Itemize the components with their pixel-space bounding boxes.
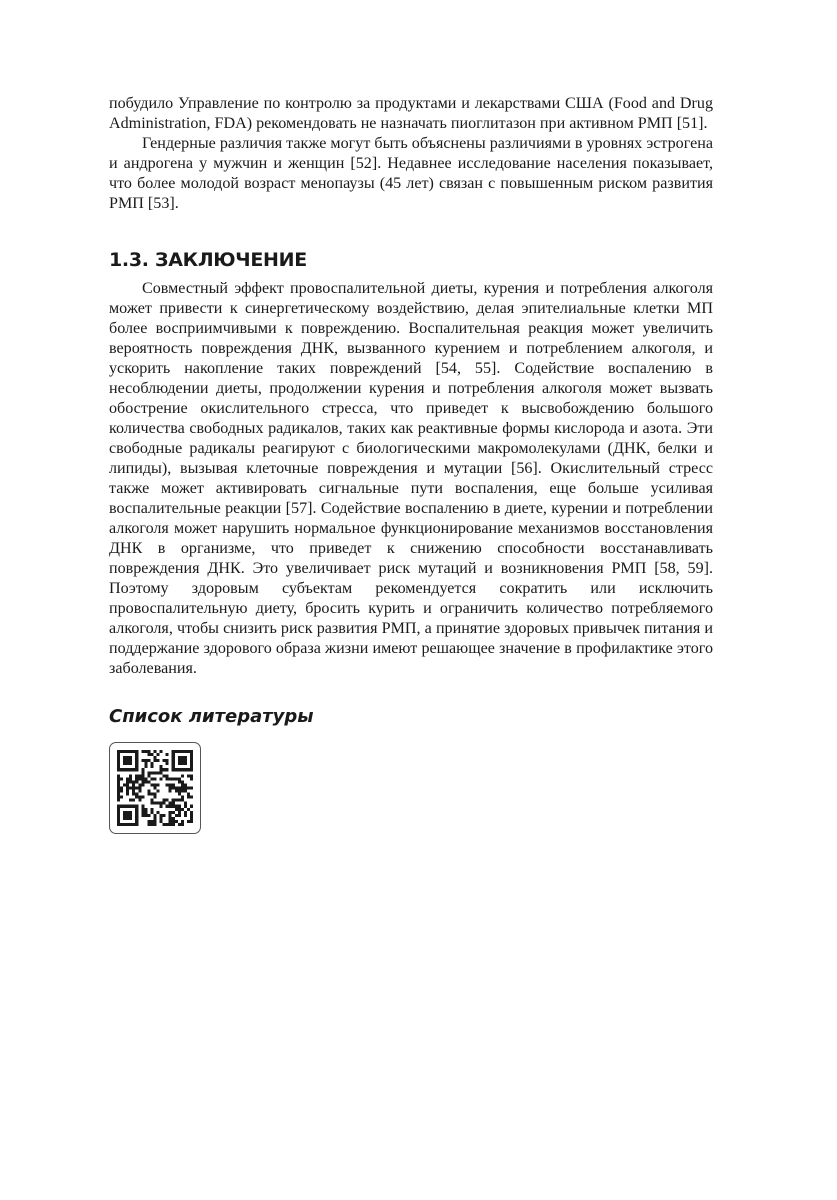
section-title: 1.3. ЗАКЛЮЧЕНИЕ (109, 249, 307, 271)
page-content (109, 94, 713, 834)
references-title: Список литературы (109, 706, 314, 727)
qr-code-icon (117, 750, 193, 826)
paragraph-conclusion: Совместный эффект провоспалительной диеты, курения и потребления алкоголя может привести к синергетическому воздействию, делая эпителиальные клетки МП более восприимчивыми к повреждению. Воспалительная реакция может увеличить вероятность повреждения ДНК, вызванного курением и потреблением алкоголя, и ускорить накопление таких повреждений [54, 55]. Содействие воспалению в несоблюдении диеты, продолжении курения и потребления алкоголя может вызвать обострение окислительного стресса, что приведет к высвобождению большого количества свободных радикалов, таких как реактивные формы кислорода и азота. Эти свободные радикалы реагируют с биологическими макромолекулами (ДНК, белки и липиды), вызывая клеточные повреждения и мутации [56]. Окислительный стресс также может активировать сигнальные пути воспаления, еще больше усиливая воспалительные реакции [57]. Содействие воспалению в диете, курении и потреблении алкоголя может нарушить нормальное функционирование механизмов восстановления ДНК в организме, что приведет к снижению способности восстанавливать повреждения ДНК. Это увеличивает риск мутаций и возникновения РМП [58, 59]. Поэтому здоровым субъектам рекомендуется сократить или исключить провоспалительную диету, бросить курить и ограничить количество потребляемого алкоголя, чтобы снизить риск развития РМП, а принятие здоровых привычек питания и поддержание здорового образа жизни имеют решающее значение в профилактике этого заболевания. (109, 280, 713, 677)
qr-code-frame[interactable] (109, 742, 201, 834)
paragraph-continuation: побудило Управление по контролю за продуктами и лекарствами США (Food and Drug Administration, FDA) рекомендовать не назначать пиоглитазон при активном РМП [51]. (109, 95, 713, 132)
paragraph-gender-differences: Гендерные различия также могут быть объяснены различиями в уровнях эстрогена и андрогена у мужчин и женщин [52]. Недавнее исследование населения показывает, что более молодой возраст менопаузы (45 лет) связан с повышенным риском развития РМП [53]. (109, 135, 713, 212)
